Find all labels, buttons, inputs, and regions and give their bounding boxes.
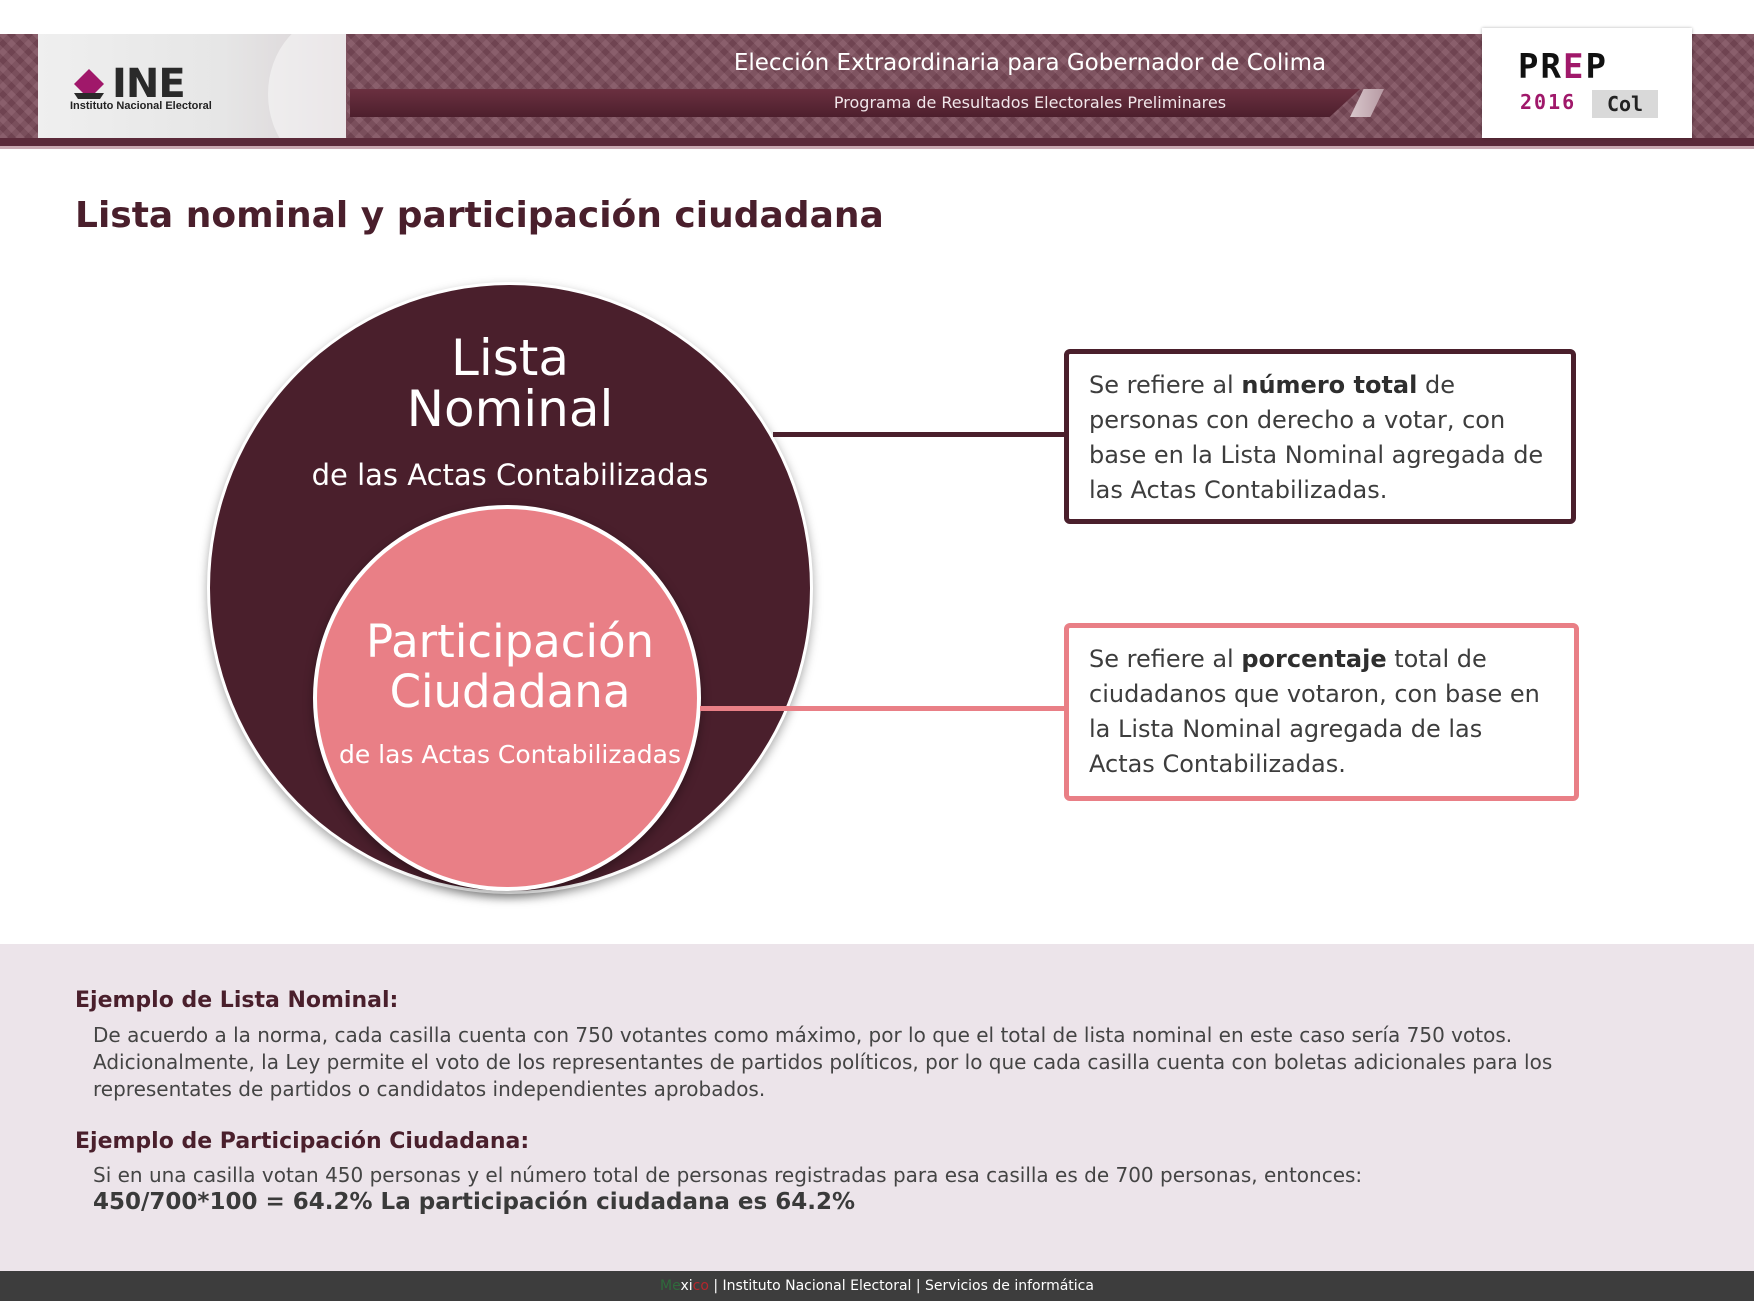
header-title: Elección Extraordinaria para Gobernador de Colima	[733, 50, 1327, 76]
header-subtitle: Programa de Resultados Electorales Preliminares	[833, 93, 1227, 112]
prep-logo-state: Col	[1592, 90, 1658, 118]
participacion-example-heading: Ejemplo de Participación Ciudadana:	[75, 1129, 530, 1154]
participacion-description: Se refiere al porcentaje total de ciudadanos que votaron, con base en la Lista Nominal agregada de las Actas Contabilizadas.	[1064, 623, 1579, 801]
prep-logo-text: PREP	[1518, 47, 1608, 87]
lista-nominal-subtitle: de las Actas Contabilizadas	[311, 458, 709, 492]
lista-connector-line	[773, 432, 1067, 437]
page-title: Lista nominal y participación ciudadana	[75, 195, 884, 236]
lista-example-heading: Ejemplo de Lista Nominal:	[75, 988, 399, 1013]
lista-nominal-description: Se refiere al número total de personas con derecho a votar, con base en la Lista Nominal agregada de las Actas Contabilizadas.	[1064, 349, 1576, 524]
footer-text: | Instituto Nacional Electoral | Servicios de informática	[708, 1278, 1094, 1294]
logo-swoosh	[268, 34, 346, 138]
header-bottom-line	[0, 146, 1754, 149]
header-bottom-border	[0, 138, 1754, 146]
participacion-connector-line	[700, 706, 1067, 711]
participacion-subtitle: de las Actas Contabilizadas	[338, 740, 682, 769]
ine-logo-text: INE	[112, 61, 185, 107]
ine-logo-panel[interactable]	[38, 34, 346, 138]
footer: Mexico | Instituto Nacional Electoral | Servicios de informática	[0, 1271, 1754, 1301]
ine-full-name: Instituto Nacional Electoral	[70, 100, 212, 112]
lista-example-text: De acuerdo a la norma, cada casilla cuenta con 750 votantes como máximo, por lo que el total de lista nominal en este caso sería 750 votos. Adicionalmente, la Ley permite el voto de los representantes de partidos políticos, por lo que cada casilla cuenta con boletas adicionales para los representates de partidos o candidatos independientes aprobados.	[93, 1023, 1553, 1101]
prep-logo-year: 2016	[1520, 90, 1577, 114]
ine-diamond-icon	[72, 67, 106, 101]
examples-section	[0, 944, 1754, 1271]
participacion-example-text: Si en una casilla votan 450 personas y el número total de personas registradas para esa casilla es de 700 personas, entonces:	[93, 1163, 1363, 1187]
prep-logo-panel[interactable]	[1482, 28, 1692, 138]
participacion-title: Participación Ciudadana	[365, 615, 655, 718]
participacion-example-formula: 450/700*100 = 64.2% La participación ciudadana es 64.2%	[93, 1189, 855, 1215]
lista-nominal-title: Lista Nominal	[406, 329, 614, 438]
